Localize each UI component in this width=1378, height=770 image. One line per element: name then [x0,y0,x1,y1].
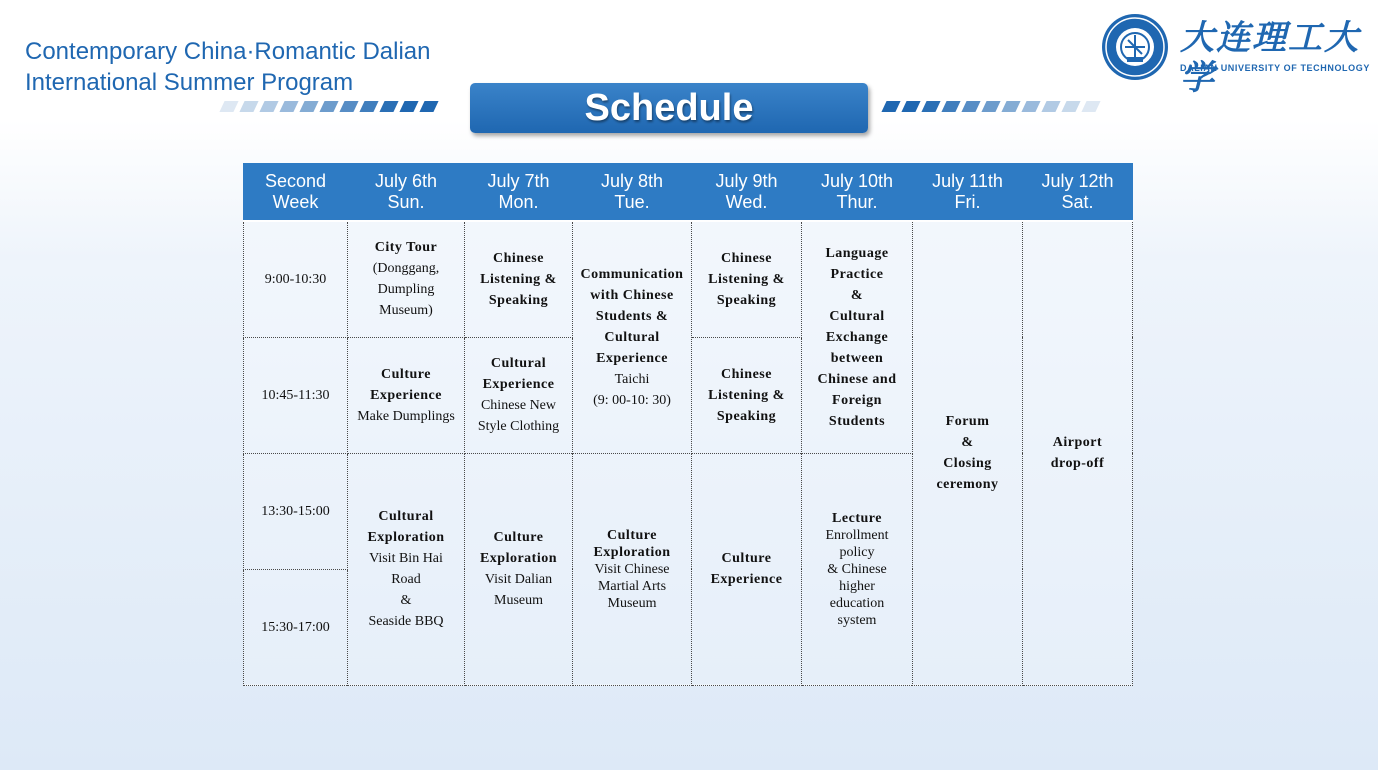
program-title-line1: Contemporary China·Romantic Dalian [25,38,431,65]
activity-detail: Make Dumplings [357,408,455,424]
activity-title: Chinese Listening & Speaking [708,366,785,424]
activity-detail: Visit Bin Hai Road & Seaside BBQ [368,551,444,629]
thu-afternoon [802,453,913,685]
header-july-6: July 6th Sun. [348,164,465,222]
table-row [244,221,1133,337]
schedule-banner: Schedule [470,83,868,133]
time-slot: 9:00-10:30 [244,221,348,337]
activity-title: Culture Exploration [593,527,671,560]
table-header-row [244,164,1133,222]
tue-afternoon [573,453,692,685]
activity-detail: Enrollment policy & Chinese higher education system [825,527,889,628]
header-july-11: July 11th Fri. [913,164,1023,222]
decorative-dashes-right [884,101,1098,113]
activity-title: Culture Experience [710,551,783,587]
activity-detail: Visit Chinese Martial Arts Museum [594,561,670,611]
activity-title: Forum & Closing ceremony [936,414,999,493]
activity-detail: (Donggang, Dumpling Museum) [372,261,440,319]
university-name-en: DALIAN UNIVERSITY OF TECHNOLOGY [1180,63,1370,73]
header-july-9: July 9th Wed. [692,164,802,222]
mon-morning-2 [465,337,573,453]
time-slot: 10:45-11:30 [244,337,348,453]
tue-morning [573,221,692,453]
sun-afternoon [348,453,465,685]
header-july-10: July 10th Thur. [802,164,913,222]
activity-title: Chinese Listening & Speaking [480,250,557,308]
program-title [25,36,431,98]
sat-all-day [1023,221,1133,685]
activity-title: Language Practice & Cultural Exchange between Chinese and Foreign Students [817,245,897,429]
sun-morning-2 [348,337,465,453]
schedule-table [243,163,1133,686]
mon-morning-1 [465,221,573,337]
thu-morning [802,221,913,453]
activity-detail: Visit Dalian Museum [484,572,553,608]
activity-title: City Tour [374,240,438,256]
wed-afternoon [692,453,802,685]
header-july-8: July 8th Tue. [573,164,692,222]
activity-detail: Taichi (9: 00-10: 30) [593,371,671,408]
header-july-12: July 12th Sat. [1023,164,1133,222]
sun-morning-1 [348,221,465,337]
university-name-cn: 大连理工大学 [1180,18,1360,98]
decorative-dashes-left [222,101,436,113]
activity-title: Airport drop-off [1050,435,1105,472]
time-slot: 15:30-17:00 [244,569,348,685]
wed-morning-2 [692,337,802,453]
header-week: Second Week [244,164,348,222]
university-seal-icon [1100,12,1170,82]
program-title-line2: International Summer Program [25,69,354,96]
activity-title: Cultural Exploration [367,509,445,545]
mon-afternoon [465,453,573,685]
header-july-7: July 7th Mon. [465,164,573,222]
activity-title: Culture Experience [370,366,442,403]
activity-title: Lecture [832,510,882,526]
activity-title: Cultural Experience [482,356,555,392]
activity-title: Communication with Chinese Students & Cultural Experience [580,266,684,366]
activity-detail: Chinese New Style Clothing [477,398,560,434]
fri-all-day [913,221,1023,685]
time-slot: 13:30-15:00 [244,453,348,569]
activity-title: Chinese Listening & Speaking [708,250,785,308]
activity-title: Culture Exploration [479,530,558,566]
wed-morning-1 [692,221,802,337]
